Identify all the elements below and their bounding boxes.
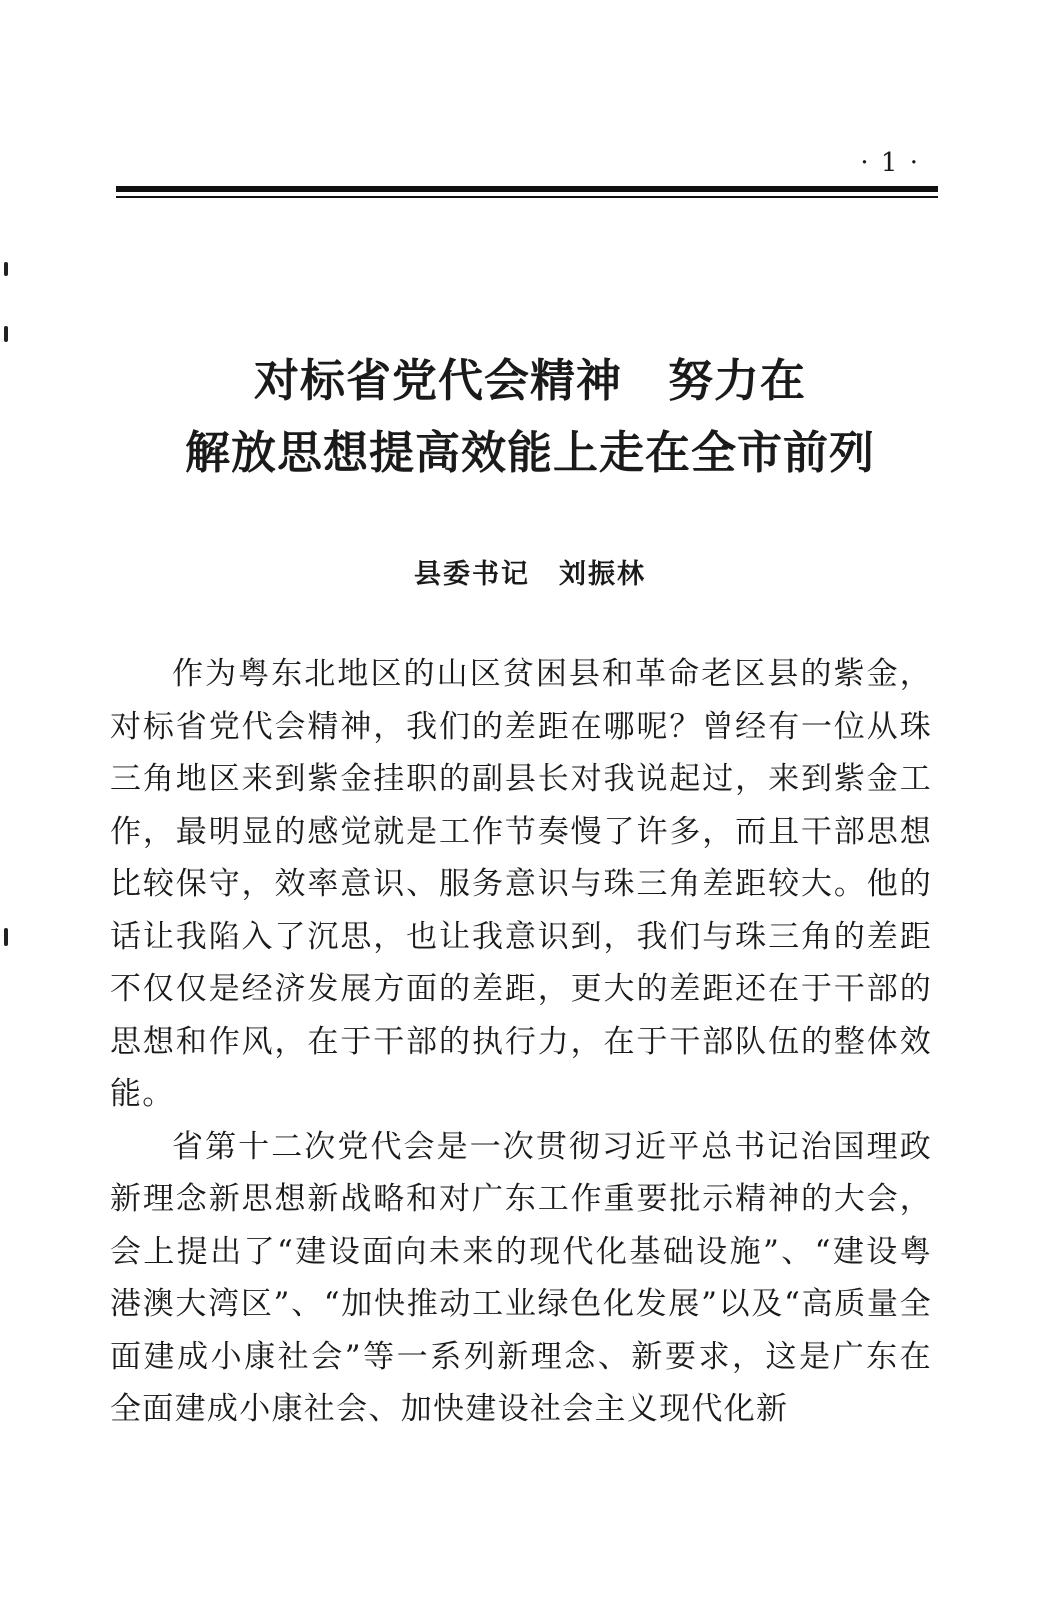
- scan-edge-mark: [4, 262, 8, 276]
- article-body: [110, 648, 932, 1436]
- author-byline: 县委书记 刘振林: [414, 559, 646, 590]
- body-paragraph-1: 作为粤东北地区的山区贫困县和革命老区县的紫金，对标省党代会精神，我们的差距在哪呢？曾经有一位从珠三角地区来到紫金挂职的副县长对我说起过，来到紫金工作，最明显的感觉就是工作节奏慢了许多，而且干部思想比较保守，效率意识、服务意识与珠三角差距较大。他的话让我陷入了沉思，也让我意识到，我们与珠三角的差距不仅仅是经济发展方面的差距，更大的差距还在于干部的思想和作风，在于干部的执行力，在于干部队伍的整体效能。: [110, 656, 932, 1112]
- scan-edge-mark: [4, 326, 8, 342]
- scan-edge-mark: [4, 928, 8, 946]
- header-rule-thick: [116, 186, 938, 192]
- page-number: · 1 ·: [860, 148, 920, 178]
- title-line-1: 对标省党代会精神 努力在: [253, 354, 806, 407]
- article-title: [80, 345, 980, 489]
- header-rule-thin: [116, 196, 938, 198]
- title-line-2: 解放思想提高效能上走在全市前列: [184, 426, 875, 479]
- body-paragraph-2: 省第十二次党代会是一次贯彻习近平总书记治国理政新理念新思想新战略和对广东工作重要批示精神的大会，会上提出了“建设面向未来的现代化基础设施”、“建设粤港澳大湾区”、“加快推动工业绿色化发展”以及“高质量全面建成小康社会”等一系列新理念、新要求，这是广东在全面建成小康社会、加快建设社会主义现代化新: [110, 1128, 932, 1427]
